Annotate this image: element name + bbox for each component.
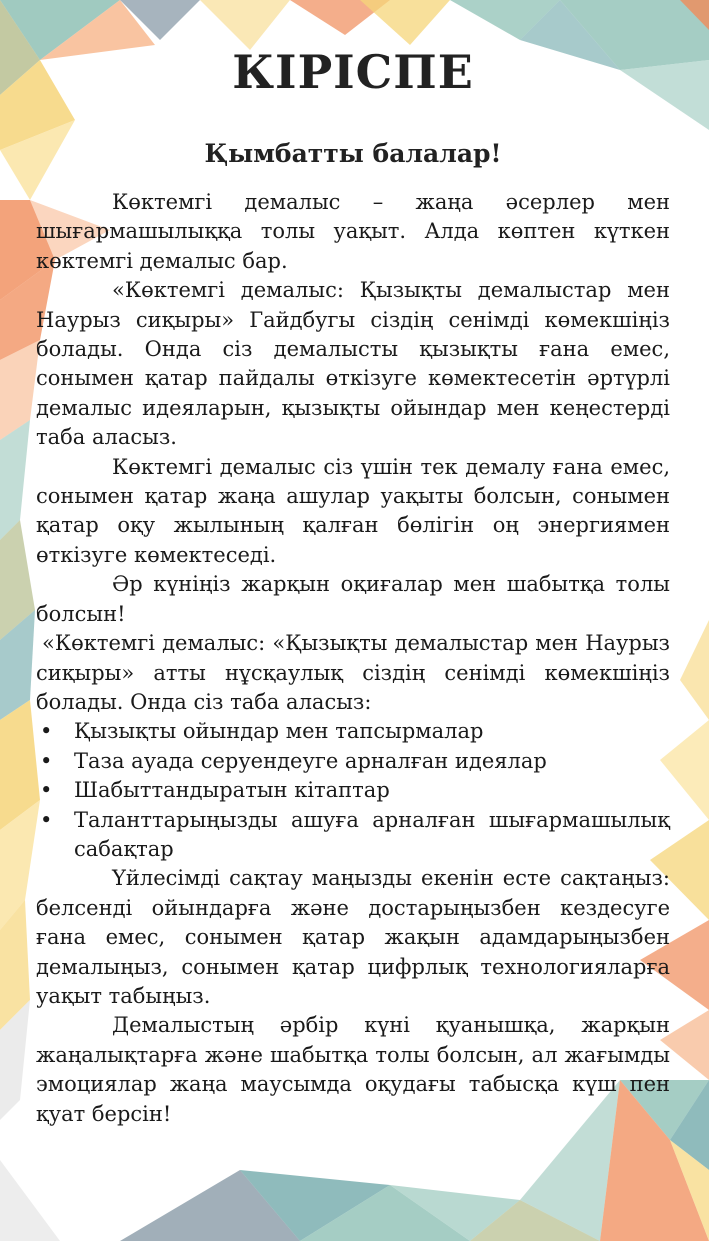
list-intro-paragraph: «Көктемгі демалыс: «Қызықты демалыстар мен Наурыз сиқыры» атты нұсқаулық сіздің сенімді көмекшіңіз болады. Онда сіз таба аласыз: [36,631,670,714]
bullet-icon: • [40,748,53,773]
paragraph: Үйлесімді сақтау маңызды екенін есте сақтаңыз: белсенді ойындарға және достарыңызбен кездесуге ғана емес, сонымен қатар жақын адамдарыңызбен демалыңыз, сонымен қатар цифрлық технологияларға уақыт табыңыз. [36,866,670,1008]
bullet-icon: • [40,778,53,803]
page-title: КІРІСПЕ [232,45,474,99]
paragraph: Әр күніңіз жарқын оқиғалар мен шабытқа толы болсын! [36,572,670,626]
document-body [36,40,670,1129]
greeting-heading: Қымбатты балалар! [204,139,502,168]
feature-list [36,717,670,864]
list-item-text: Шабыттандыратын кітаптар [74,778,390,803]
list-item [36,717,670,746]
bullet-icon: • [40,719,53,744]
paragraph: Көктемгі демалыс сіз үшін тек демалу ғана емес, сонымен қатар жаңа ашулар уақыты болсын, сонымен қатар оқу жылының қалған бөлігін оң энергиямен өткізуге көмектеседі. [36,454,670,567]
paragraph: Демалыстың әрбір күні қуанышқа, жарқын жаңалықтарға және шабытқа толы болсын, ал жағымды эмоциялар жаңа маусымда оқудағы табысқа күш пен қуат берсін! [36,1013,670,1126]
bullet-icon: • [40,807,53,832]
paragraph: Көктемгі демалыс – жаңа әсерлер мен шығармашылыққа толы уақыт. Алда көптен күткен көктемгі демалыс бар. [36,190,670,273]
list-item [36,776,670,805]
list-item [36,806,670,865]
list-item-text: Қызықты ойындар мен тапсырмалар [74,719,484,744]
list-item-text: Таза ауада серуендеуге арналған идеялар [74,748,547,773]
list-item [36,747,670,776]
paragraph: «Көктемгі демалыс: Қызықты демалыстар мен Наурыз сиқыры» Гайдбугы сіздің сенімді көмекшіңіз болады. Онда сіз демалысты қызықты ғана емес, сонымен қатар пайдалы өткізуге көмектесетін әртүрлі демалыс идеяларын, қызықты ойындар мен кеңестерді таба аласыз. [36,278,670,450]
list-item-text: Таланттарыңызды ашуға арналған шығармашылық сабақтар [74,807,670,861]
